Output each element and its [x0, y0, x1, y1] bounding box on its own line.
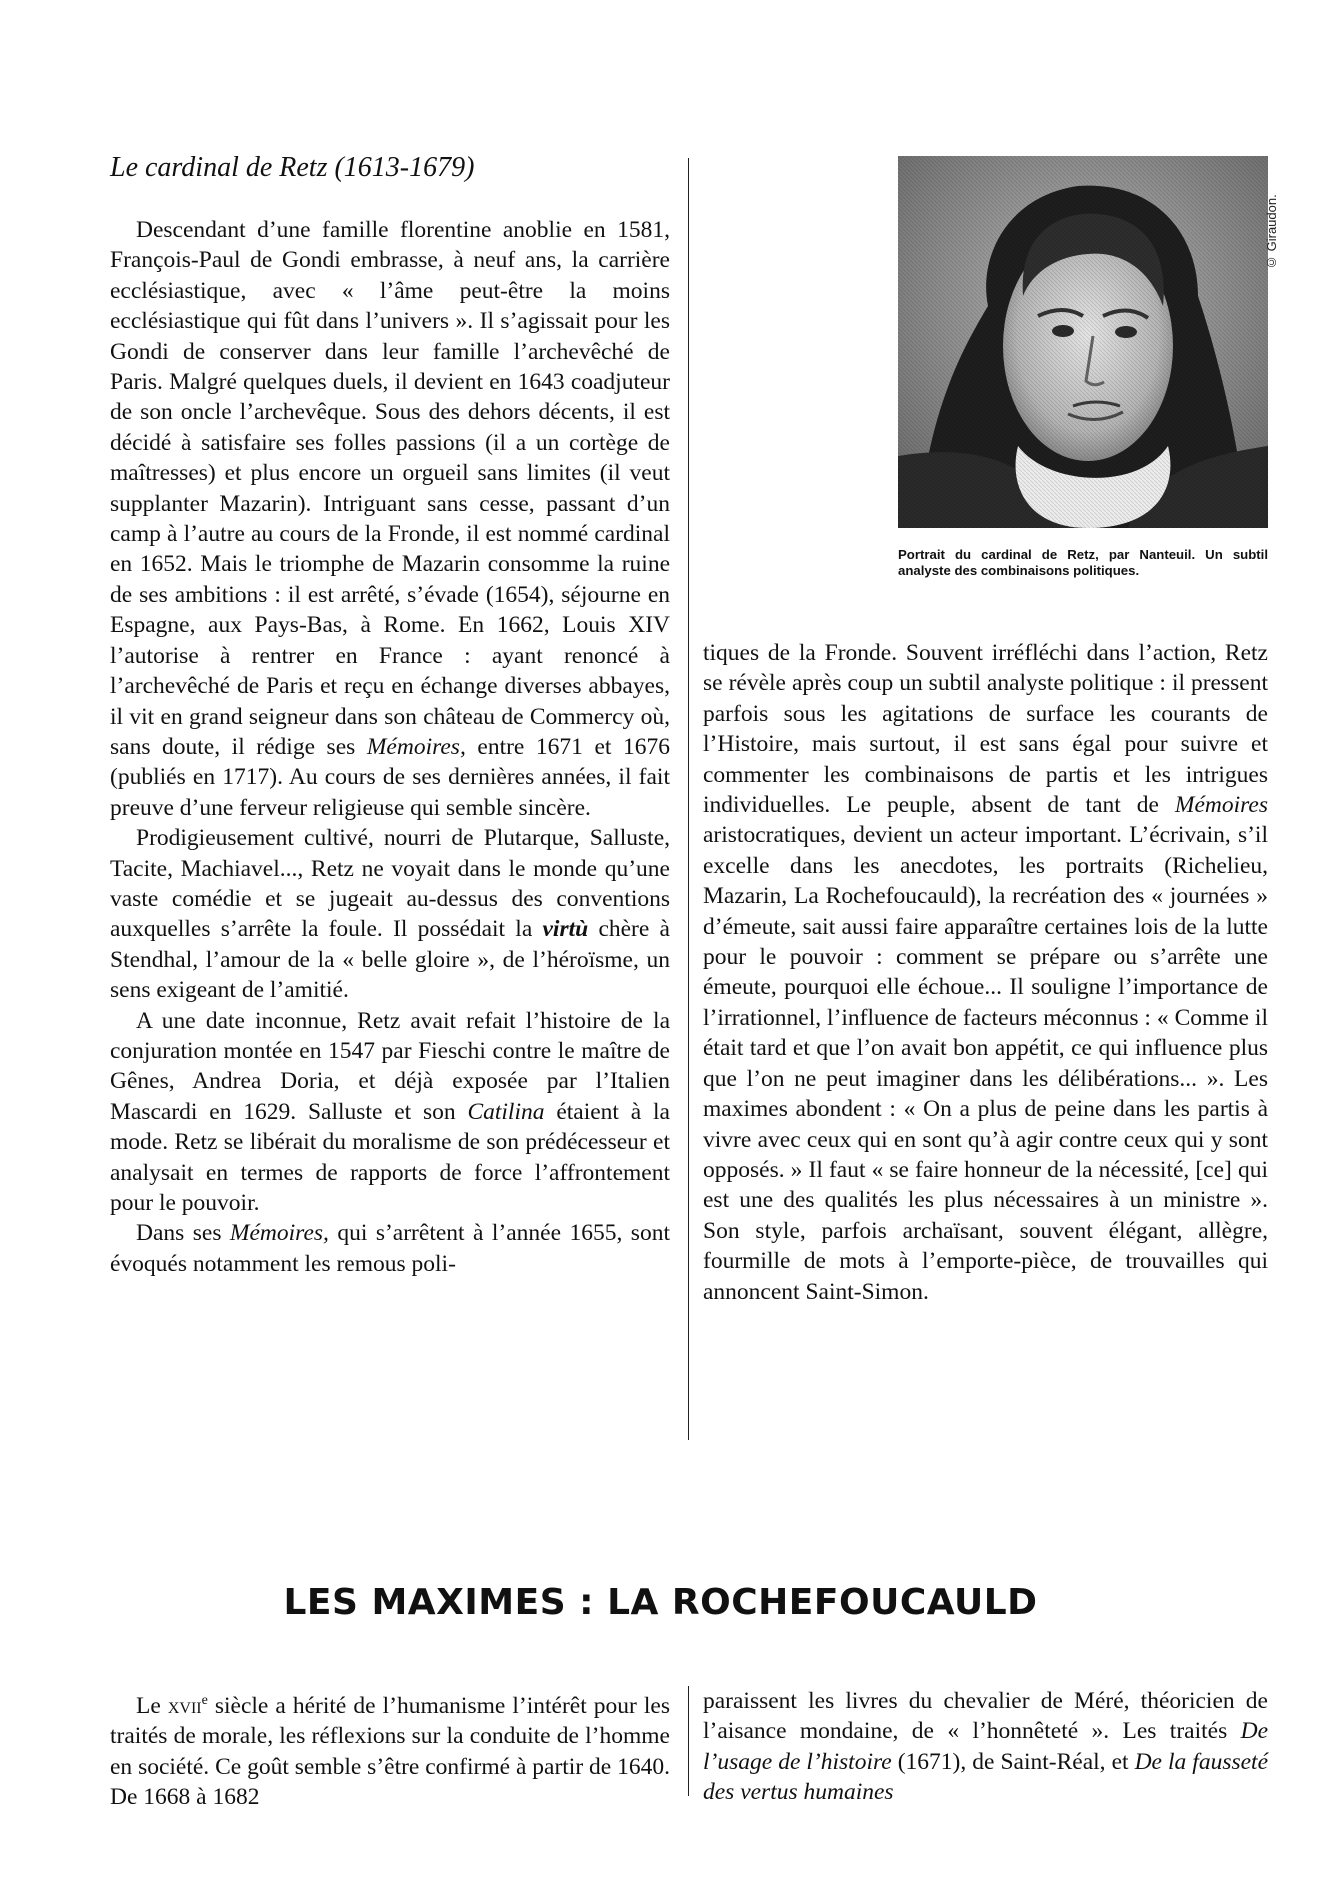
- paragraph: Prodigieusement cultivé, nourri de Plutarque, Salluste, Tacite, Machiavel..., Retz ne voyait dans le monde qu’une vaste comédie et se jugeait au-dessus des conventions auxquelles s’arrête la foule. Il possédait la virtù chère à Stendhal, l’amour de la « belle gloire », de l’héroïsme, un sens exigeant de l’amitié.: [110, 825, 670, 1004]
- paragraph: paraissent les livres du chevalier de Méré, théoricien de l’aisance mondaine, de « l’honnêteté ». Les traités De l’usage de l’histoire (1671), de Saint-Réal, et De la fausseté des vertus humaines: [703, 1688, 1268, 1806]
- photo-credit: © Giraudon.: [1264, 194, 1279, 270]
- paragraph: Descendant d’une famille florentine anoblie en 1581, François-Paul de Gondi embrasse, à neuf ans, la carrière ecclésiastique, avec « l’âme peut-être la moins ecclésiastique qui fût dans l’univers ». Il s’agissait pour les Gondi de conserver dans leur famille l’archevêché de Paris. Malgré quelques duels, il devient en 1643 coadjuteur de son oncle l’archevêque. Sous des dehors décents, il est décidé à satisfaire ses folles passions (il a un cortège de maîtresses) et plus encore un orgueil sans limites (il veut supplanter Mazarin). Intriguant sans cesse, passant d’un camp à l’autre au cours de la Fronde, il est nommé cardinal en 1652. Mais le triomphe de Mazarin consomme la ruine de ses ambitions : il est arrêté, s’évade (1654), séjourne en Espagne, aux Pays-Bas, à Rome. En 1662, Louis XIV l’autorise à rentrer en France : ayant renoncé à l’archevêché de Paris et reçu en échange diverses abbayes, il vit en grand seigneur dans son château de Commercy où, sans doute, il rédige ses Mémoires, entre 1671 et 1676 (publiés en 1717). Au cours de ses dernières années, il fait preuve d’une ferveur religieuse qui semble sincère.: [110, 217, 670, 821]
- bottom-left-column: [110, 1686, 670, 1812]
- paragraph: Le xvii$^e$ siècle a hérité de l’humanisme l’intérêt pour les traités de morale, les réflexions sur la conduite de l’homme en société. Ce goût semble s’être confirmé à partir de 1640. De 1668 à 1682: [110, 1692, 670, 1811]
- portrait-illustration: [898, 156, 1268, 528]
- column-divider: [688, 158, 689, 1440]
- portrait-image: [898, 156, 1268, 528]
- column-divider: [688, 1686, 689, 1796]
- left-text-column: [110, 215, 670, 1279]
- right-text-column: [703, 638, 1268, 1307]
- section-title: LES MAXIMES : LA ROCHEFOUCAULD: [283, 1582, 1038, 1623]
- paragraph: tiques de la Fronde. Souvent irréfléchi dans l’action, Retz se révèle après coup un subtil analyste politique : il pressent parfois sous les agitations de surface les courants de l’Histoire, mais surtout, il est sans égal pour suivre et commenter les combinaisons de partis et les intrigues individuelles. Le peuple, absent de tant de Mémoires aristocratiques, devient un acteur important. L’écrivain, s’il excelle dans les anecdotes, les portraits (Richelieu, Mazarin, La Rochefoucauld), la recréation des « journées » d’émeute, sait aussi faire apparaître certaines lois de la lutte pour le pouvoir : comment se prépare ou s’arrête une émeute, pourquoi elle échoue... Il souligne l’importance de l’irrationnel, l’influence de facteurs méconnus : « Comme il était tard et que l’on avait bon appétit, ce qui influence plus que l’on ne peut imaginer dans les délibérations... ». Les maximes abondent : « On a plus de peine dans les partis à vivre avec ceux qui en sont qu’à agir contre ceux qui y sont opposés. » Il faut « se faire honneur de la nécessité, [ce] qui est une des qualités les plus nécessaires à un ministre ». Son style, parfois archaïsant, souvent élégant, allègre, fourmille de mots à l’emporte-pièce, de trouvailles qui annoncent Saint-Simon.: [703, 640, 1268, 1305]
- paragraph: A une date inconnue, Retz avait refait l’histoire de la conjuration montée en 1547 par Fieschi contre le maître de Gênes, Andrea Doria, et déjà exposée par l’Italien Mascardi en 1629. Salluste et son Catilina étaient à la mode. Retz se libérait du moralisme de son prédécesseur et analysait en termes de rapports de force l’affrontement pour le pouvoir.: [110, 1007, 670, 1216]
- portrait-caption: Portrait du cardinal de Retz, par Nanteuil. Un subtil analyste des combinaisons politiques.: [898, 547, 1268, 578]
- bottom-right-column: [703, 1686, 1268, 1808]
- section-heading-retz: Le cardinal de Retz (1613-1679): [110, 152, 475, 183]
- paragraph: Dans ses Mémoires, qui s’arrêtent à l’année 1655, sont évoqués notamment les remous poli-: [110, 1220, 670, 1277]
